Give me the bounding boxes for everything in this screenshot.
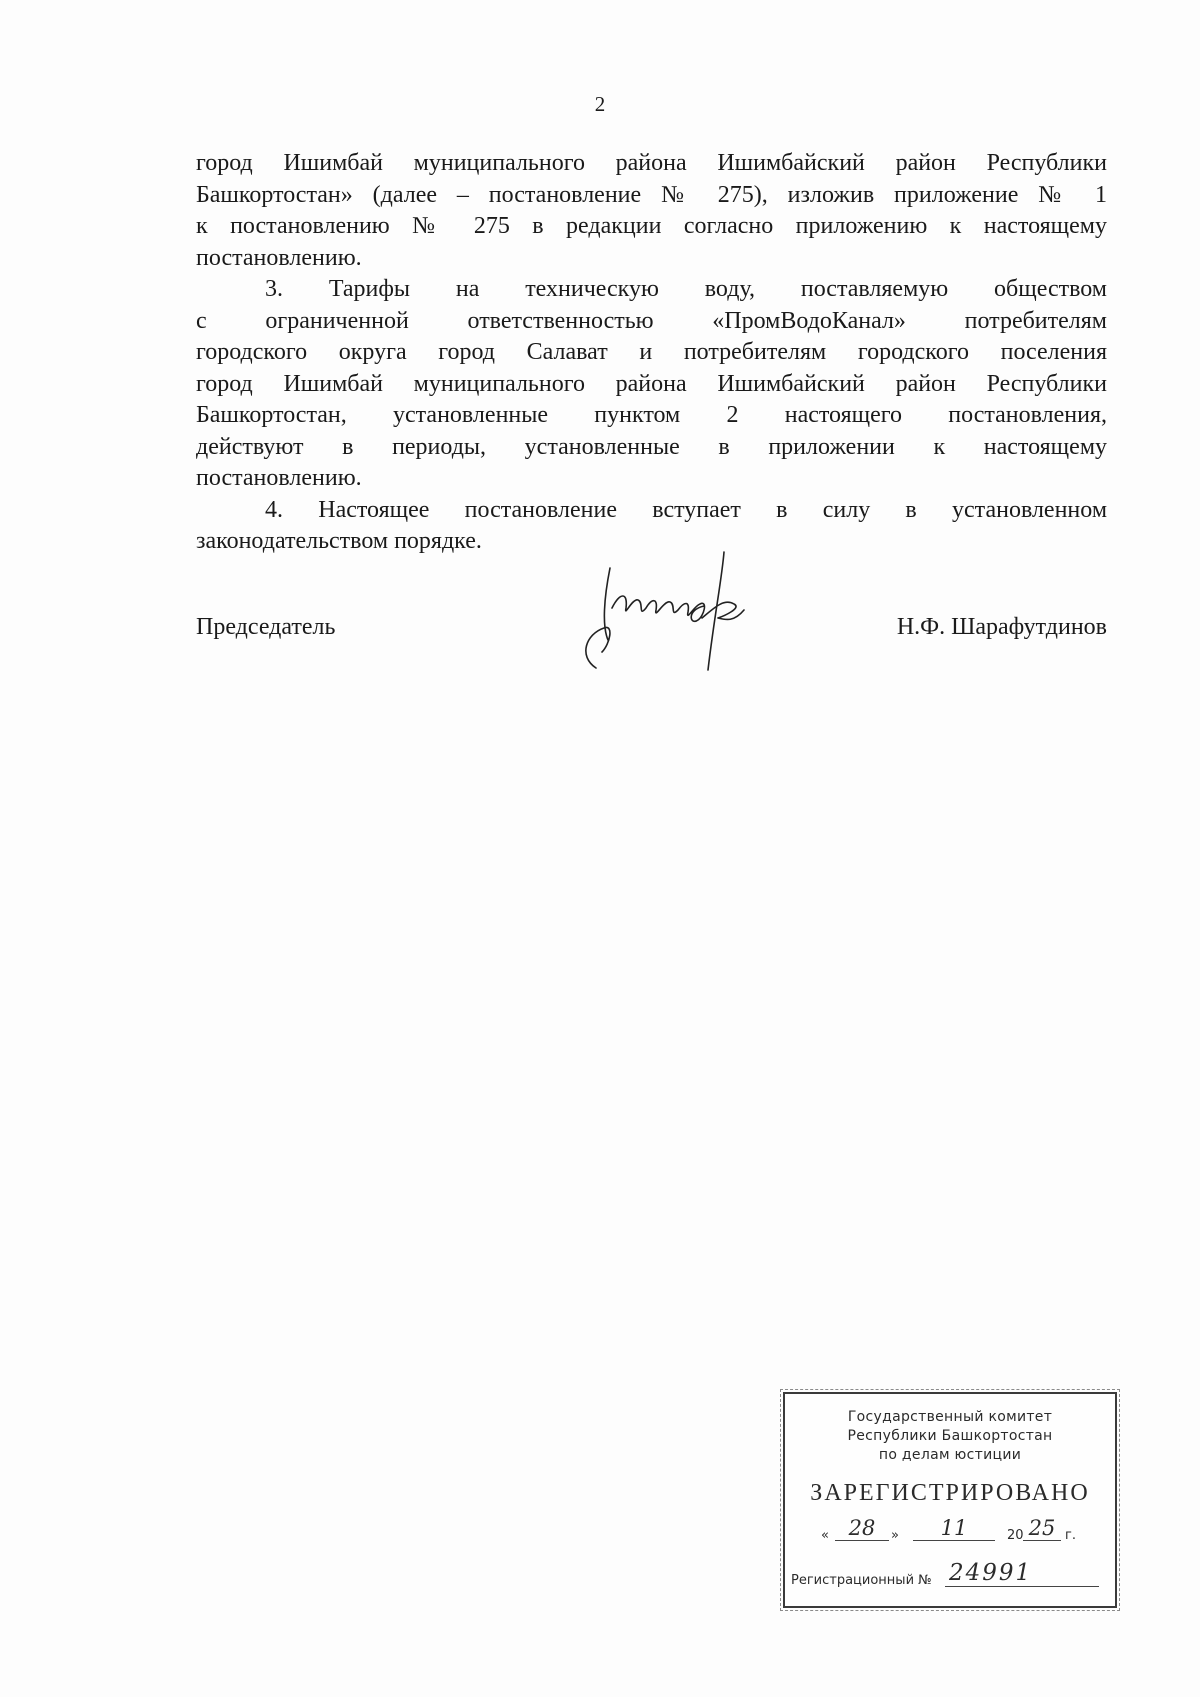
stamp-date (821, 1516, 1091, 1546)
text-line: Башкортостан, установленные пунктом 2 настоящего постановления, (196, 402, 1107, 428)
stamp-registration-number: 24991 (945, 1560, 1099, 1587)
handwritten-signature (574, 548, 754, 678)
text-line: город Ишимбай муниципального района Ишимбайский район Республики (196, 150, 1107, 176)
stamp-date-year-suffix: 25 (1023, 1516, 1061, 1541)
text-line: к постановлению № 275 в редакции согласно приложению к настоящему (196, 213, 1107, 239)
text-line: город Ишимбай муниципального района Ишимбайский район Республики (196, 370, 1107, 397)
signer-position: Председатель (196, 614, 336, 640)
document-body (196, 148, 1107, 558)
text-line: действуют в периоды, установленные в приложении к настоящему (196, 433, 1107, 460)
stamp-org-line: Республики Башкортостан (847, 1428, 1053, 1444)
stamp-date-year-prefix: 20 (1007, 1528, 1024, 1543)
text-line: Башкортостан» (далее – постановление № 275), изложив приложение № 1 (196, 181, 1107, 208)
stamp-org-line: Государственный комитет (847, 1409, 1053, 1425)
signer-name: Н.Ф. Шарафутдинов (896, 614, 1107, 640)
stamp-date-open-quote: « (821, 1528, 829, 1543)
paragraph-continuation (196, 148, 1107, 274)
stamp-registration (791, 1560, 1109, 1592)
text-line: 4. Настоящее постановление вступает в силу в установленном (265, 496, 1107, 523)
text-line: городского округа город Салават и потребителям городского поселения (196, 339, 1107, 365)
stamp-date-year-unit: г. (1065, 1528, 1076, 1543)
text-line: 3. Тарифы на техническую воду, поставляемую обществом (265, 276, 1107, 302)
page-number: 2 (594, 92, 606, 116)
stamp-date-month: 11 (913, 1516, 995, 1541)
paragraph-item-3 (196, 274, 1107, 495)
stamp-date-close-quote: » (891, 1528, 899, 1543)
text-line: постановлению. (196, 465, 362, 491)
stamp-org-line: по делам юстиции (878, 1447, 1022, 1463)
stamp-date-day: 28 (835, 1516, 889, 1541)
stamp-registration-label: Регистрационный № (791, 1573, 932, 1588)
stamp-status: ЗАРЕГИСТРИРОВАНО (810, 1480, 1090, 1506)
text-line: постановлению. (196, 244, 362, 271)
text-line: законодательством порядке. (196, 528, 482, 554)
signature-block (196, 548, 1107, 678)
registration-stamp (783, 1392, 1117, 1608)
text-line: с ограниченной ответственностью «ПромВодоКанал» потребителям (196, 307, 1107, 334)
stamp-organization (785, 1408, 1115, 1465)
